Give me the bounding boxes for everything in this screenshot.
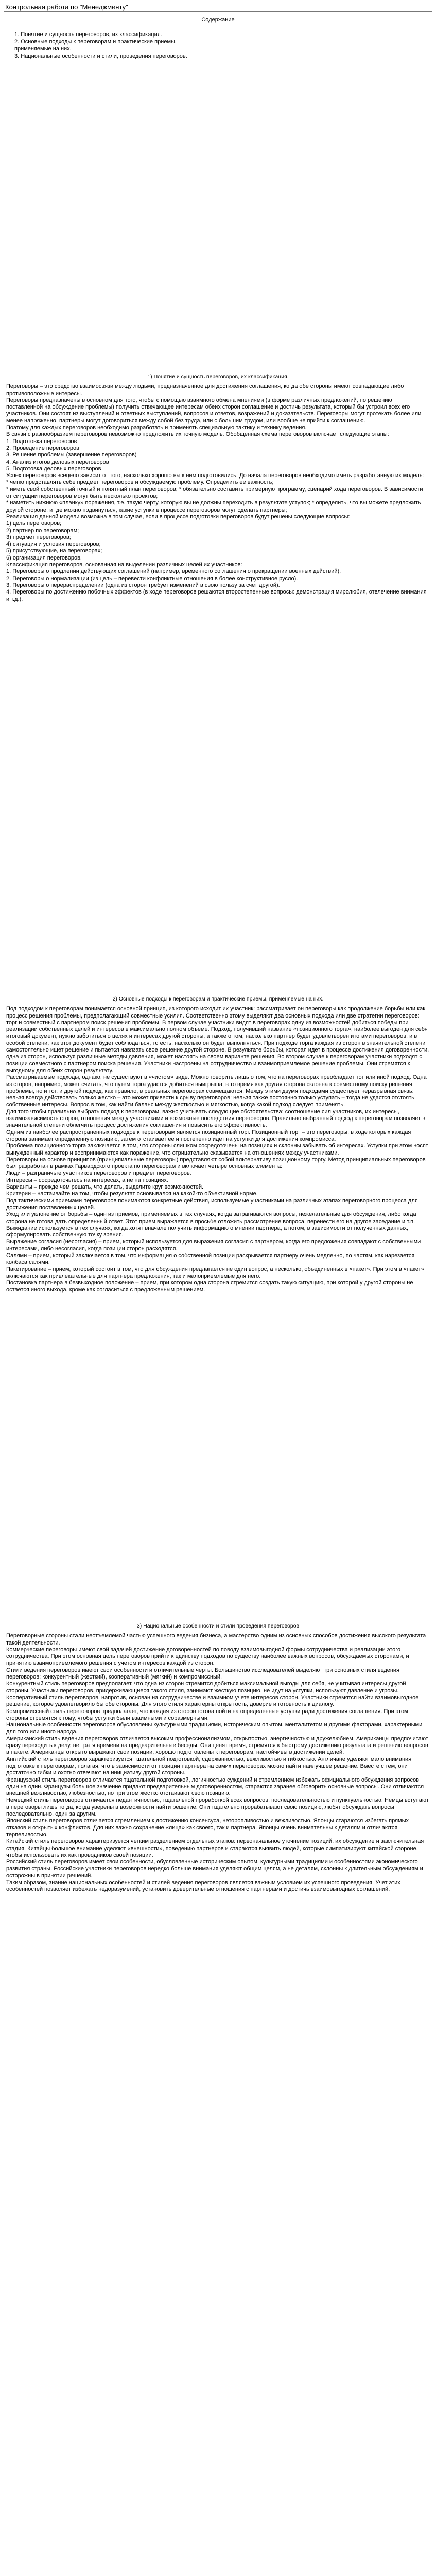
paragraph: Таким образом, знание национальных особенностей и стилей ведения переговоров является важным условием их успешного проведения. Учет этих особенностей позволяет избежать недоразумений, установить доверительные отношения с партнерами и достичь взаимовыгодных соглашений. <box>6 1879 400 1893</box>
paragraph: 2. Проведение переговоров <box>6 445 80 451</box>
paragraph: Компромиссный стиль переговоров предполагает, что каждая из сторон готова пойти на определенные уступки ради достижения соглашения. При этом стороны стремятся к тому, чтобы уступки были взаимными и соразмерными. <box>6 1708 408 1721</box>
paragraph: Переговоры – это средство взаимосвязи между людьми, предназначенное для достижения соглашения, когда обе стороны имеют совпадающие либо противоположные интересы. <box>6 383 404 397</box>
paragraph: Переговорные стороны стали неотъемлемой частью успешного ведения бизнеса, а мастерство одним из основных способов достижения высокого результата такой деятельности. <box>6 1633 426 1646</box>
paragraph: Китайский стиль переговоров характеризуется четким разделением отдельных этапов: первоначальное уточнение позиций, их обсуждение и заключительная стадия. Китайцы большое внимание уделяют «внешности», поведению партнеров и стараются выявить людей, которые симпатизируют китайской стороне, чтобы использовать их как проводников своей позиции. <box>6 1838 424 1858</box>
section-3 <box>6 1623 430 1893</box>
paragraph: Классификация переговоров, основанная на выделении различных целей их участников: <box>6 562 242 568</box>
section-body <box>6 383 430 603</box>
paragraph: Немецкий стиль переговоров отличается педантичностью, тщательной проработкой всех вопросов, последовательностью и пунктуальностью. Немцы вступают в переговоры лишь тогда, когда уверены в возможности найти решение. Они тщательно прорабатывают свою позицию, любят обсуждать вопросы последовательно, один за другим. <box>6 1797 429 1818</box>
paragraph: 3. Переговоры о перераспределении (одна из сторон требует изменений в свою пользу за счет другой). <box>6 582 280 588</box>
paragraph: Кооперативный стиль переговоров, напротив, основан на сотрудничестве и взаимном учете интересов сторон. Участники стремятся найти взаимовыгодное решение, которое удовлетворило бы обе стороны. Для этого стиля характерны открытость, доверие и готовность к диалогу. <box>6 1694 419 1708</box>
paragraph: 2. Переговоры о нормализации (из цель – перевести конфликтные отношения в более конструктивное русло). <box>6 575 298 582</box>
paragraph: Пакетирование – прием, который состоит в том, что для обсуждения предлагается не один вопрос, а несколько, объединенных в «пакет». При этом в «пакет» включаются как привлекательные для партнера предложения, так и малоприемлемые для него. <box>6 1266 424 1279</box>
title-divider <box>4 11 432 12</box>
paragraph: 4) ситуация и условия переговоров; <box>6 541 101 548</box>
section-title: 2) Основные подходы к переговорам и практические приемы, применяемые на них. <box>112 996 324 1002</box>
paragraph: Варианты – прежде чем решать, что делать, выделите круг возможностей. <box>6 1184 204 1191</box>
toc-heading: Содержание <box>201 16 235 23</box>
toc-item: 3. Национальные особенности и стили, проведения переговоров. <box>14 53 187 59</box>
paragraph: Российский стиль переговоров имеет свои особенности, обусловленные историческим опытом, культурными традициями и особенностями экономического развития страны. Российские участники переговоров нередко больше внимания уделяют общим целям, а не деталям, склонны к длительным обсуждениям и осторожны в принятии решений. <box>6 1859 423 1879</box>
paragraph: 5) присутствующие, на переговорах; <box>6 548 102 554</box>
paragraph: Люди – разграничьте участников переговоров и предмет переговоров. <box>6 1170 191 1177</box>
paragraph: В связи с разнообразием переговоров невозможно предложить их точную модель. Обобщенная схема переговоров включает следующие этапы: <box>6 431 389 438</box>
paragraph: Реализация данной модели возможна в том случае, если в процессе подготовки переговоров будут решены следующие вопросы: <box>6 513 350 520</box>
paragraph: Интересы – сосредоточьтесь на интересах, а не на позициях. <box>6 1177 168 1183</box>
paragraph: Английский стиль переговоров характеризуется тщательной подготовкой, сдержанностью, вежливостью и гибкостью. Англичане уделяют мало внимания подготовке к переговорам, полагая, что в зависимости от позиции партнера на самих переговорах можно найти наилучшее решение. Вместе с тем, они достаточно гибки и охотно отвечают на инициативу другой стороны. <box>6 1756 412 1776</box>
paragraph: 1) цель переговоров; <box>6 520 62 527</box>
paragraph: Стили ведения переговоров имеют свои особенности и отличительные черты. Большинство исследователей выделяют три основных стиля ведения переговоров: конкурентный (жесткий), кооперативный (мягкий) и компромиссный. <box>6 1667 400 1681</box>
paragraph: Постановка партнера в безвыходное положение – прием, при котором одна сторона стремится создать такую ситуацию, при которой у другой стороны не остается иного выхода, кроме как согласиться с предложенным решением. <box>6 1280 413 1293</box>
paragraph: Успех переговоров всецело зависит от того, насколько хорошо вы к ним подготовились. До начала переговоров необходимо иметь разработанную их модель: <box>6 472 424 479</box>
paragraph: Поэтому для каждых переговоров необходимо разработать и применять специальную тактику и технику ведения. <box>6 425 307 431</box>
paragraph: Коммерческие переговоры имеют свой задачей достижение договоренностей по поводу взаимовыгодной формы сотрудничества и реализации этого сотрудничества. При этом основная цель переговоров прийти к единству подходов по существу наиболее важных вопросов, обсуждаемых сторонами, и принятию взаимоприемлемого решения с учетом интересов каждой из сторон. <box>6 1646 409 1667</box>
paragraph: 4. Анализ итогов деловых переговоров <box>6 459 109 465</box>
paragraph: Национальные особенности переговоров обусловлены культурными традициями, историческим опытом, менталитетом и другими факторами, характерными для того или иного народа. <box>6 1722 423 1735</box>
blank-area <box>0 62 436 361</box>
section-1 <box>6 374 430 603</box>
paragraph: Выражение согласия (несогласия) – прием, который используется для выражения согласия с партнером, когда его предложения совпадают с собственными интересами, либо несогласия, когда позиции сторон расходятся. <box>6 1239 421 1252</box>
toc-item: 1. Понятие и сущность переговоров, их классификация. <box>14 31 162 38</box>
paragraph: Переговоры предназначены в основном для того, чтобы с помощью взаимного обмена мнениями (в форме различных предложений, по решению поставленной на обсуждение проблемы) получить отвечающее интересам обеих сторон соглашение и достичь результата, который бы устроил всех его участников. Они состоят из выступлений и ответных выступлений, вопросов и ответов, возражений и доказательств. Переговоры могут протекать более или менее напряженно, партнеры могут договориться между собой без труда, или с большим трудом, или вообще не прийти к соглашению. <box>6 397 422 424</box>
paragraph: Французский стиль переговоров отличается тщательной подготовкой, логичностью суждений и стремлением избежать официального обсуждения вопросов один на один. Французы большое значение придают предварительным договоренностям, стараются заранее обговорить основные вопросы. Они отличаются внешней вежливостью, любезностью, но при этом жестко отстаивают свою позицию. <box>6 1776 424 1797</box>
paragraph: 1. Подготовка переговоров <box>6 438 77 445</box>
section-body <box>6 1006 430 1293</box>
paragraph: Для того чтобы правильно выбрать подход к переговорам, важно учитывать следующие обстоятельства: соотношение сил участников, их интересы, взаимозависимость сторон, отношения между участниками и возможные последствия переговоров. Правильно выбранный подход к переговорам позволяет в значительной степени облегчить процесс достижения соглашения и повысить его эффективность. <box>6 1108 426 1129</box>
paragraph: Рассматриваемые подходы, однако, не существуют в «чистом» виде. Можно говорить лишь о том, что на переговорах преобладает тот или иной подход. Одна из сторон, например, может считать, что путем торга удастся добиться выигрыша, в то время как другая сторона склонна к совместному поиску решения проблемы, но и тот, и другой подход, как правило, в реальных переговорах совмещаются. Между этими двумя подходами существует неразрывная связь: нельзя всегда действовать только жестко – это может привести к срыву переговоров; нельзя также постоянно только уступать – тогда не удастся отстоять собственные интересы. Вопрос в том, как найти баланс между жесткостью и мягкостью, когда какой подход следует применять. <box>6 1074 427 1108</box>
document-title: Контрольная работа по "Менеджменту" <box>5 3 128 11</box>
paragraph: Американский стиль ведения переговоров отличается высоким профессионализмом, открытостью, энергичностью и дружелюбием. Американцы предпочитают сразу переходить к делу, не тратя времени на предварительные беседы. Они ценят время, стремятся к быстрому достижению результата и решению вопросов в пакете. Американцы открыто выражают свои позиции, хорошо подготовлены к переговорам, настойчивы в достижении целей. <box>6 1735 428 1756</box>
paragraph: * иметь свой собственный точный и понятный план переговоров; * обязательно составить примерную программу, сценарий хода переговоров. В зависимости от ситуации переговоров могут быть несколько проектов; <box>6 486 423 500</box>
paragraph: Салями – прием, который заключается в том, что информация о собственной позиции раскрывается партнеру очень медленно, по частям, как нарезается колбаса салями. <box>6 1252 415 1266</box>
paragraph: Переговоры на основе принципов (принципиальные переговоры) представляют собой альтернативу позиционному торгу. Метод принципиальных переговоров был разработан в рамках Гарвардского проекта по переговорам и включает четыре основных элемента: <box>6 1156 426 1170</box>
paragraph: 1. Переговоры о продлении действующих соглашений (например, временного соглашения о прекращении военных действий). <box>6 568 341 575</box>
paragraph: Уход или уклонение от борьбы – один из приемов, применяемых в тех случаях, когда затрагиваются вопросы, нежелательные для обсуждения, либо когда сторона не готова дать определенный ответ. Этот прием выражается в просьбе отложить рассмотрение вопроса, перенести его на другое заседание и т.п. <box>6 1211 416 1225</box>
paragraph: 3) предмет переговоров; <box>6 534 71 540</box>
paragraph: 3. Решение проблемы (завершение переговоров) <box>6 452 137 459</box>
paragraph: * наметить нижнюю «планку» поражения, т.е. такую черту, которую вы не должны переходить в результате уступок; * определить, что вы можете предложить другой стороне, и где можно подвинуться, какие уступки в процессе переговоров могут сделать партнеры; <box>6 500 421 513</box>
paragraph: 6) организация переговоров. <box>6 554 82 561</box>
paragraph: Проблема позиционного торга заключается в том, что стороны слишком сосредоточены на позициях и склонны забывать об интересах. Уступки при этом носят вынужденный характер и воспринимаются как поражение, что отрицательно сказывается на отношениях между участниками. <box>6 1143 428 1156</box>
paragraph: 4. Переговоры по достижению побочных эффектов (в ходе переговоров решаются второстепенные вопросы: демонстрация миролюбия, отвлечение внимания и т.д.). <box>6 589 427 602</box>
section-2 <box>6 996 430 1294</box>
paragraph: Под тактическими приемами переговоров понимаются конкретные действия, используемые участниками на различных этапах переговорного процесса для достижения поставленных целей. <box>6 1197 418 1211</box>
paragraph: Конкурентный стиль переговоров предполагает, что одна из сторон стремится добиться максимальной выгоды для себя, не учитывая интересы другой стороны. Участники переговоров, придерживающиеся такого стиля, занимают жесткую позицию, не идут на уступки, используют давление и угрозы. <box>6 1681 406 1694</box>
toc-item: 2. Основные подходы к переговорам и практические приемы, применяемые на них. <box>14 39 177 52</box>
paragraph: 2) партнер по переговорам; <box>6 527 79 534</box>
paragraph: Одним из наиболее распространенных подходов к переговорам является позиционный торг. Позиционный торг – это переговоры, в ходе которых каждая сторона занимает определенную позицию, затем отстаивает ее и постепенно идет на уступки для достижения компромисса. <box>6 1129 411 1142</box>
paragraph: Японский стиль переговоров отличается стремлением к достижению консенсуса, неторопливостью и вежливостью. Японцы стараются избегать прямых отказов и открытых конфликтов. Для них важно сохранение «лица» как своего, так и партнера. Японцы очень внимательны к деталям и отличаются терпеливостью. <box>6 1818 409 1838</box>
paragraph: 5. Подготовка деловых переговоров <box>6 465 101 472</box>
section-title: 3) Национальные особенности и стили проведения переговоров <box>136 1623 300 1629</box>
paragraph: Под подходом к переговорам понимается основной принцип, из которого исходит их участник: рассматривает он переговоры как продолжение борьбы или как процесс решения проблемы, предполагающий совместные усилия. Соответственно этому выделяют два основных подхода или две стратегии переговоров: торг и совместный с партнером поиск решения проблемы. В первом случае участники видят в переговорах одну из возможностей добиться победы при реализации собственных целей и интересов в максимально полном объеме. Подход, получивший название «позиционного торга», наиболее выгоден для себя итоговый документ, нужно заботиться о целях и интересах другой стороны, а также о том, насколько партнер будет удовлетворен итогами переговоров, и в особой степени, как этот документ будет соблюдаться, то есть, насколько он будет выполняться. При подходе торга каждая из сторон в значительной степени самостоятельно ищет решение и пытается навязать свое решение другой стороне. В результате борьбы, которая идет в процессе достижения договоренности, одна из сторон, используя различные методы давления, может настоять на своем варианте решения. Во втором случае к переговорам участники подходят с позиции совместного с партнером поиска решения. Участники настроены на сотрудничество и взаимоприемлемое решение проблемы. Они стремятся к выгодному для обеих сторон результату. <box>6 1006 429 1074</box>
paragraph: * четко представлять себе предмет переговоров и обсуждаемую проблему. Определить ее важность; <box>6 479 274 486</box>
section-body <box>6 1633 430 1893</box>
section-title: 1) Понятие и сущность переговоров, их классификация. <box>147 374 289 380</box>
paragraph: Выжидание используется в тех случаях, когда хотят вначале получить информацию о мнении партнера, а потом, в зависимости от полученных данных, сформулировать собственную точку зрения. <box>6 1225 409 1239</box>
table-of-contents <box>7 31 205 60</box>
paragraph: Критерии – настаивайте на том, чтобы результат основывался на какой-то объективной норме. <box>6 1191 258 1197</box>
